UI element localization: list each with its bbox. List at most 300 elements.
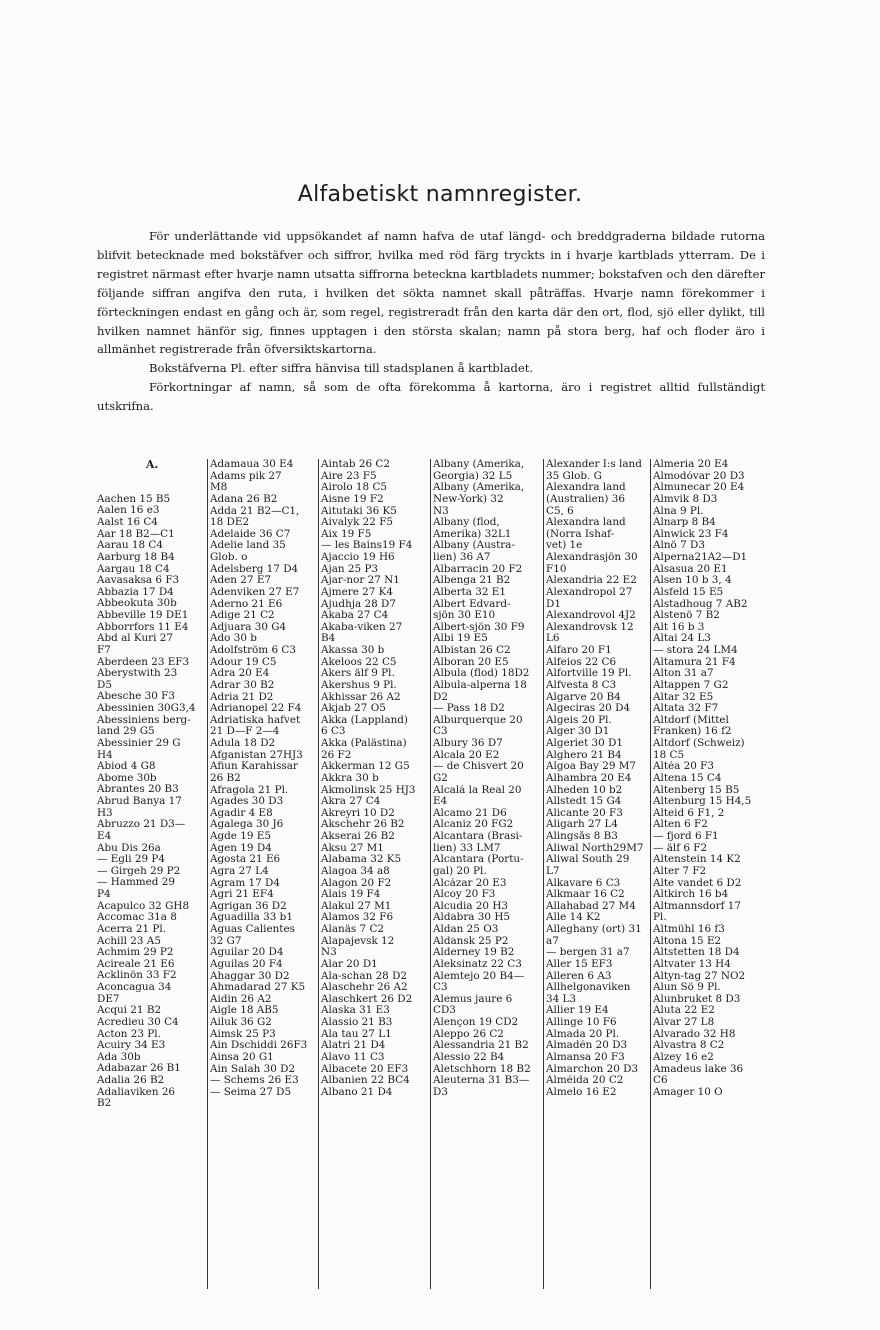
index-entry: Alexandra land (546, 482, 626, 494)
index-entry: Ajaccio 19 H6 (321, 552, 395, 563)
index-entry: D1 (546, 598, 561, 610)
index-entry: Aller 15 EF3 (546, 958, 613, 970)
index-entry: Altenstein 14 K2 (653, 854, 741, 866)
index-entry: Abbeville 19 DE1 (97, 610, 189, 622)
index-entry: Algarve 20 B4 (546, 691, 621, 703)
index-entry: Alfortville 19 Pl. (546, 668, 632, 680)
intro-text (97, 227, 765, 416)
index-entry: — Girgeh 29 P2 (97, 865, 181, 877)
index-entry: Ada 30b (97, 1051, 141, 1063)
index-entry: Alcalá la Real 20 (433, 784, 522, 796)
index-entry: Allhelgonaviken (546, 982, 631, 994)
index-entry: L6 (546, 633, 560, 645)
index-entry: Alaschkert 26 D2 (321, 993, 413, 1005)
index-entry: Alagon 20 F2 (321, 877, 392, 889)
index-entry: Abborrfors 11 E4 (97, 621, 189, 633)
index-entry: gal) 20 Pl. (433, 865, 487, 877)
index-entry: B2 (97, 1098, 112, 1110)
index-entry: Alexandria 22 E2 (546, 575, 637, 587)
index-entry: 32 G7 (210, 935, 242, 947)
index-entry: Aigle 18 AB5 (210, 1005, 279, 1017)
index-entry: Aluta 22 E2 (653, 1005, 715, 1017)
index-entry: H4 (97, 749, 113, 761)
index-entry: 18 DE2 (210, 517, 250, 529)
index-entry: Acuiry 34 E3 (97, 1040, 166, 1052)
index-entry: Agades 30 D3 (210, 796, 284, 808)
index-entry: Alton 31 a7 (653, 668, 714, 680)
index-entry: Aksu 27 M1 (321, 842, 384, 854)
index-entry: Albert-sjön 30 F9 (433, 621, 525, 633)
index-entry: Alabama 32 K5 (321, 854, 402, 866)
index-entry: Aire 23 F5 (321, 470, 377, 482)
index-entry: Altvater 13 H4 (653, 958, 731, 970)
index-entry: Akershus 9 Pl. (321, 679, 397, 691)
index-entry: Aleppo 26 C2 (433, 1028, 504, 1040)
index-entry: Abbeokuta 30b (97, 598, 177, 610)
index-entry: Alingsås 8 B3 (546, 831, 618, 842)
index-entry: Alexander I:s land (546, 459, 642, 470)
index-column (430, 459, 546, 1289)
index-entry: Alvarado 32 H8 (653, 1028, 736, 1040)
intro-paragraph: Bokstäfverna Pl. efter siffra hänvisa till stadsplanen å kartbladet. (149, 361, 534, 376)
index-entry: Alnwick 23 F4 (653, 528, 729, 540)
index-entry: Adana 26 B2 (210, 493, 278, 505)
index-entry: Acerra 21 Pl. (97, 923, 167, 935)
index-entry: Alnö 7 D3 (653, 540, 705, 552)
index-entry: Accomac 31a 8 (97, 912, 177, 924)
index-entry: Altdorf (Schweiz) (653, 738, 745, 749)
index-entry: L7 (546, 865, 560, 877)
index-entry: Aguilar 20 D4 (210, 947, 284, 959)
index-entry: Akkerman 12 G5 (321, 761, 410, 773)
index-entry: Adjuara 30 G4 (210, 621, 287, 633)
index-entry: Adelie land 35 (210, 540, 286, 552)
index-entry: Akra 27 C4 (321, 796, 381, 808)
index-entry: Algeriet 30 D1 (546, 738, 624, 749)
index-entry: Aconcagua 34 (97, 982, 172, 994)
index-entry: Aldansk 25 P2 (433, 935, 509, 947)
index-entry: H3 (97, 807, 113, 819)
index-entry: Franken) 16 f2 (653, 726, 732, 738)
index-column (650, 459, 768, 1289)
index-entry: B4 (321, 633, 336, 645)
index-entry: Alexandropol 27 (546, 586, 633, 598)
index-entry: D5 (97, 679, 112, 691)
index-entry: Alicante 20 F3 (546, 807, 623, 819)
index-entry: — bergen 31 a7 (546, 947, 630, 959)
index-entry: Alar 20 D1 (321, 958, 378, 970)
index-entry: Akka (Lappland) (321, 714, 408, 726)
index-entry: Akeloos 22 C5 (321, 656, 397, 668)
index-entry: — Schems 26 E3 (210, 1075, 299, 1087)
index-entry: Akaba 27 C4 (321, 610, 389, 622)
index-entry: Alamos 32 F6 (321, 912, 394, 924)
section-letter: A. (145, 459, 159, 471)
index-entry: C6 (653, 1075, 668, 1087)
index-entry: Aalst 16 C4 (97, 517, 158, 529)
index-entry: Acredieu 30 C4 (97, 1016, 179, 1028)
index-entry: Alunbruket 8 D3 (653, 993, 741, 1005)
index-entry: Alfvesta 8 C3 (546, 679, 617, 691)
index-entry: Aintab 26 C2 (321, 459, 390, 470)
index-entry: Alcala 20 E2 (433, 749, 500, 761)
index-entry: Alkavare 6 C3 (546, 877, 621, 889)
index-entry: Alte vandet 6 D2 (653, 877, 742, 889)
index-entry: Allinge 10 F6 (546, 1017, 617, 1028)
index-entry: Alaschehr 26 A2 (321, 982, 408, 994)
index-entry: Altenberg 15 B5 (653, 784, 740, 796)
index-entry: Agosta 21 E6 (210, 854, 281, 866)
index-entry: Ala-schan 28 D2 (321, 970, 408, 982)
index-entry: Akjab 27 O5 (321, 703, 386, 715)
index-entry: Altmannsdorf 17 (653, 900, 742, 912)
index-entry: CD3 (433, 1005, 456, 1017)
index-entry: Abbazia 17 D4 (97, 586, 174, 598)
index-entry: Adelsberg 17 D4 (210, 563, 299, 575)
index-entry: Alle 14 K2 (546, 912, 601, 924)
index-entry: Adour 19 C5 (210, 656, 277, 668)
index-entry: Akmolinsk 25 HJ3 (321, 784, 416, 796)
index-entry: Acklinön 33 F2 (97, 970, 177, 982)
index-entry: Alcantara (Portu- (433, 854, 524, 866)
index-entry: Altona 15 E2 (653, 935, 722, 947)
index-entry: Akschehr 26 B2 (321, 819, 405, 831)
index-entry: Albula-alperna 18 (433, 679, 527, 691)
index-entry: Alteid 6 F1, 2 (653, 807, 725, 819)
index-entry: Alemus jaure 6 (433, 993, 513, 1005)
index-entry: Akka (Palästina) (321, 738, 407, 749)
index-entry: Afiun Karahissar (210, 761, 298, 773)
index-entry: Aldabra 30 H5 (433, 912, 510, 924)
index-entry: Pl. (653, 912, 667, 924)
index-entry: Amager 10 Ö (653, 1086, 723, 1098)
intro-paragraph: Förkortningar af namn, så som de ofta förekomma å kartorna, äro i registret alltid fullständigt utskrifna. (97, 380, 765, 414)
index-entry: Adra 20 E4 (210, 668, 270, 680)
index-entry: Aleksinatz 22 C3 (433, 958, 522, 970)
index-entry: — Pass 18 D2 (433, 703, 505, 715)
index-entry: Allstedt 15 G4 (546, 796, 622, 808)
index-entry: Almeria 20 E4 (653, 459, 729, 470)
index-entry: Aguadilla 33 b1 (210, 912, 293, 924)
index-entry: Aleuterna 31 B3— (433, 1075, 530, 1087)
index-entry: Alcudia 20 H3 (433, 900, 509, 912)
index-entry: Adams pik 27 (210, 470, 282, 482)
index-entry: Akserai 26 B2 (321, 831, 395, 842)
index-entry: Alsen 10 b 3, 4 (653, 575, 732, 587)
index-entry: Alleghany (ort) 31 (546, 924, 642, 935)
index-entry: Allier 19 E4 (546, 1005, 609, 1017)
index-entry: 21 D—F 2—4 (210, 726, 280, 738)
index-entry: Agrigan 36 D2 (210, 900, 287, 912)
index-entry: F7 (97, 644, 111, 656)
index-entry: Altéa 20 F3 (653, 761, 714, 773)
index-entry: Alt 16 b 3 (653, 621, 705, 633)
index-entry: Adabazar 26 B1 (97, 1063, 181, 1075)
index-entry: Albany (Amerika, (433, 459, 525, 470)
index-entry: Alcantara (Brasi- (433, 831, 523, 842)
index-entry: Georgia) 32 L5 (433, 470, 513, 482)
index-entry: Alagoa 34 a8 (321, 865, 390, 877)
index-entry: Alaska 31 E3 (321, 1005, 390, 1017)
index-entry: 26 F2 (321, 749, 352, 761)
index-entry: Aberystwith 23 (97, 668, 178, 680)
index-entry: Adula 18 D2 (210, 738, 276, 749)
index-entry: Aguas Calientes (210, 924, 295, 935)
index-entry: Altamura 21 F4 (653, 656, 736, 668)
index-entry: Abesche 30 F3 (97, 691, 175, 703)
index-entry: Acton 23 Pl. (97, 1028, 161, 1040)
index-column (543, 459, 653, 1289)
index-entry: Ala tau 27 L1 (321, 1028, 392, 1040)
index-entry: Altyn-tag 27 NO2 (653, 970, 746, 982)
index-entry: Adenviken 27 E7 (210, 586, 300, 598)
index-entry: Aden 27 E7 (210, 575, 272, 587)
index-entry: Albanien 22 BC4 (321, 1075, 410, 1087)
page-title: Alfabetiskt namnregister. (297, 182, 583, 207)
index-entry: Adrar 30 B2 (210, 679, 275, 691)
index-entry: Albury 36 D7 (433, 738, 503, 749)
index-entry: Adriatiska hafvet (210, 714, 301, 726)
index-entry: Adaliaviken 26 (97, 1086, 176, 1098)
index-entry: Alais 19 F4 (321, 889, 381, 901)
index-entry: — les Bains19 F4 (321, 540, 413, 552)
index-entry: Ajan 25 P3 (321, 563, 379, 575)
index-entry: Alderney 19 B2 (433, 947, 515, 959)
index-entry: Abd al Kuri 27 (97, 633, 173, 645)
index-entry: Albany (Amerika, (433, 482, 525, 494)
index-entry: Abrud Banya 17 (97, 796, 182, 808)
index-entry: Albarracin 20 F2 (433, 563, 523, 575)
index-entry: Agadir 4 E8 (210, 807, 273, 819)
index-entry: Akkra 30 b (321, 772, 379, 784)
index-entry: Agra 27 L4 (210, 865, 269, 877)
index-entry: New-York) 32 (433, 493, 504, 505)
index-entry: Alburquerque 20 (433, 714, 523, 726)
index-entry: Altenburg 15 H4,5 (653, 796, 752, 808)
index-entry: E4 (433, 796, 448, 808)
index-entry: Alter 7 F2 (653, 865, 707, 877)
index-entry: Agen 19 D4 (210, 842, 272, 854)
index-entry: Ain Dschiddi 26F3 (210, 1040, 308, 1052)
index-entry: lien) 33 LM7 (433, 842, 501, 854)
index-entry: Alun Sö 9 Pl. (653, 982, 721, 994)
index-entry: Altappen 7 G2 (653, 679, 729, 691)
index-column (318, 459, 433, 1289)
index-entry: 26 B2 (210, 772, 241, 784)
index-entry: Alperna21A2—D1 (653, 552, 748, 563)
index-entry: Altdorf (Mittel (653, 714, 729, 726)
index-entry: Adige 21 C2 (210, 610, 275, 622)
index-entry: Alger 30 D1 (546, 726, 610, 738)
index-entry: Achmim 29 P2 (97, 947, 174, 959)
index-entry: Aachen 15 B5 (97, 493, 171, 505)
index-entry: Aligarh 27 L4 (546, 819, 618, 831)
index-entry: Akassa 30 b (321, 645, 385, 656)
index-entry: Algoa Bay 29 M7 (546, 761, 637, 773)
index-entry: sjön 30 E10 (433, 610, 496, 622)
index-entry: Aderno 21 E6 (210, 598, 283, 610)
index-entry: — stora 24 LM4 (653, 645, 738, 656)
index-entry: Almarchon 20 D3 (546, 1063, 639, 1075)
index-entry: Alstadhoug 7 AB2 (653, 598, 748, 610)
index-entry: Albula (flod) 18D2 (433, 668, 530, 680)
index-entry: 6 C3 (321, 726, 346, 738)
index-entry: Aarau 18 C4 (97, 540, 163, 552)
index-entry: C5, 6 (546, 505, 574, 517)
index-entry: Albenga 21 B2 (433, 575, 511, 587)
index-entry: Adda 21 B2—C1, (210, 505, 300, 517)
index-entry: Ahmadarad 27 K5 (210, 982, 306, 994)
index-entry: Allahabad 27 M4 (546, 900, 636, 912)
index-entry: — fjord 6 F1 (653, 831, 719, 842)
index-entry: Abu Dis 26a (97, 842, 161, 854)
index-entry: — de Chisvert 20 (433, 761, 524, 773)
index-entry: Aix 19 F5 (321, 528, 372, 540)
index-entry: Alanäs 7 C2 (321, 924, 385, 935)
index-entry: DE7 (97, 993, 120, 1005)
index-entry: Alghero 21 B4 (546, 749, 622, 761)
index-entry: N3 (433, 505, 449, 517)
index-entry: Alcoy 20 F3 (433, 889, 496, 901)
index-entry: vet) 1e (546, 540, 583, 552)
index-entry: — Hammed 29 (97, 877, 175, 889)
index-entry: Alstenö 7 B2 (653, 610, 720, 622)
index-entry: Altmühl 16 f3 (653, 924, 725, 935)
index-entry: Almunecar 20 E4 (653, 482, 745, 494)
index-entry: Alençon 19 CD2 (433, 1017, 519, 1028)
index-entry: Ainsa 20 G1 (210, 1051, 274, 1063)
index-entry: Algeciras 20 D4 (546, 703, 631, 715)
index-entry: Alheden 10 b2 (546, 784, 623, 796)
index-column (207, 459, 321, 1289)
index-entry: Altai 24 L3 (653, 633, 711, 645)
index-entry: Akaba-viken 27 (321, 621, 403, 633)
index-entry: M8 (210, 482, 228, 494)
index-entry: Ahaggar 30 D2 (210, 970, 290, 982)
index-entry: Aimsk 25 P3 (210, 1028, 276, 1040)
index-entry: land 29 G5 (97, 726, 155, 738)
index-entry: Akers älf 9 Pl. (321, 668, 395, 680)
index-entry: Adalia 26 B2 (97, 1075, 165, 1087)
index-entry: 34 L3 (546, 993, 577, 1005)
index-entry: Alexandrovsk 12 (546, 621, 634, 633)
index-entry: Albacete 20 EF3 (321, 1063, 409, 1075)
index-columns (97, 459, 765, 1319)
index-entry: lien) 36 A7 (433, 552, 491, 563)
index-entry: Alfeios 22 C6 (546, 656, 617, 668)
index-entry: Aivalyk 22 F5 (321, 517, 394, 529)
index-entry: C3 (433, 982, 448, 994)
index-entry: Agalega 30 J6 (210, 819, 284, 831)
index-entry: Alberta 32 E1 (433, 586, 506, 598)
index-entry: Glob. o (210, 552, 248, 563)
index-entry: Alsfeld 15 E5 (653, 586, 724, 598)
index-entry: 18 C5 (653, 749, 685, 761)
index-entry: Abessiniens berg- (97, 714, 191, 726)
index-entry: Albistan 26 C2 (433, 645, 511, 656)
index-entry: Acapulco 32 GH8 (97, 900, 190, 912)
index-entry: Alvastra 8 C2 (653, 1040, 725, 1052)
index-entry: Ajmere 27 K4 (321, 586, 394, 598)
index-entry: F10 (546, 563, 567, 575)
index-entry: Alvar 27 L8 (653, 1017, 715, 1028)
index-entry: Abruzzo 21 D3— (97, 819, 186, 831)
index-entry: Almadén 20 D3 (546, 1040, 628, 1052)
index-entry: Agri 21 EF4 (210, 889, 274, 901)
index-entry: — Egli 29 P4 (97, 854, 166, 866)
index-entry: Aberdeen 23 EF3 (97, 656, 190, 668)
index-entry: Alessandria 21 B2 (433, 1040, 529, 1052)
index-entry: Algeis 20 Pl. (546, 714, 612, 726)
index-entry: Alessio 22 B4 (433, 1051, 505, 1063)
index-entry: D3 (433, 1086, 448, 1098)
index-entry: Alemtejo 20 B4— (433, 970, 525, 982)
index-entry: Aletschhorn 18 B2 (433, 1063, 531, 1075)
index-entry: Alexandrasjön 30 (546, 552, 638, 563)
index-entry: Almodóvar 20 D3 (653, 470, 745, 482)
index-entry: Alboran 20 E5 (433, 656, 509, 668)
index-entry: Adrianopel 22 F4 (210, 703, 302, 715)
index-entry: Afragola 21 Pl. (210, 784, 289, 796)
index-entry: Ajudhja 28 D7 (321, 598, 396, 610)
index-entry: Alcázar 20 E3 (433, 877, 507, 889)
index-entry: (Norra Ishaf- (546, 528, 615, 540)
index-entry: Akreyri 10 D2 (321, 807, 395, 819)
index-entry: Alcaniz 20 FG2 (433, 819, 514, 831)
index-entry: Aguilas 20 F4 (210, 958, 283, 970)
index-entry: C3 (433, 726, 448, 738)
index-entry: Agde 19 E5 (210, 831, 271, 842)
index-entry: Aarburg 18 B4 (97, 551, 175, 563)
index-entry: Alnarp 8 B4 (653, 517, 716, 529)
index-entry: (Australien) 36 (546, 493, 625, 505)
index-entry: Alakul 27 M1 (321, 900, 392, 912)
index-entry: Albi 19 E5 (433, 633, 488, 645)
index-entry: G2 (433, 772, 448, 784)
index-entry: Abiod 4 G8 (97, 761, 156, 773)
index-entry: Amerika) 32L1 (433, 528, 512, 540)
index-entry: Adelaide 36 C7 (210, 528, 291, 540)
index-entry: Aitutaki 36 K5 (321, 505, 397, 517)
index-entry: Altstetten 18 D4 (653, 947, 740, 959)
index-entry: Akhissar 26 A2 (321, 691, 401, 703)
index-entry: Aargau 18 C4 (97, 563, 170, 575)
index-entry: Alhambra 20 E4 (546, 772, 632, 784)
index-entry: Aliwal North29M7 (546, 842, 644, 854)
index-entry: Alcamo 21 D6 (433, 807, 507, 819)
index-entry: Alatri 21 D4 (321, 1040, 386, 1052)
index-entry: Afganistan 27HJ3 (210, 749, 303, 761)
index-entry: a7 (546, 935, 559, 947)
index-entry: Alméida 20 C2 (546, 1075, 624, 1087)
index-entry: Adamaua 30 E4 (210, 459, 294, 470)
index-entry: Ado 30 b (210, 633, 257, 645)
index-entry: N3 (321, 947, 337, 959)
index-entry: — älf 6 F2 (653, 842, 708, 854)
index-entry: Ajar-nor 27 N1 (321, 575, 400, 587)
index-entry: Achill 23 A5 (97, 935, 161, 947)
index-entry: Alsasua 20 E1 (653, 563, 728, 575)
index-column (97, 459, 207, 1289)
index-entry: D2 (433, 691, 448, 703)
index-entry: Amadeus lake 36 (653, 1063, 744, 1075)
index-entry: Albano 21 D4 (321, 1086, 393, 1098)
index-entry: E4 (97, 830, 112, 842)
index-entry: Aar 18 B2—C1 (97, 528, 175, 540)
index-entry: Alapajevsk 12 (321, 935, 395, 947)
index-entry: — Seima 27 D5 (210, 1086, 292, 1098)
index-entry: Aavasaksa 6 F3 (97, 575, 180, 587)
